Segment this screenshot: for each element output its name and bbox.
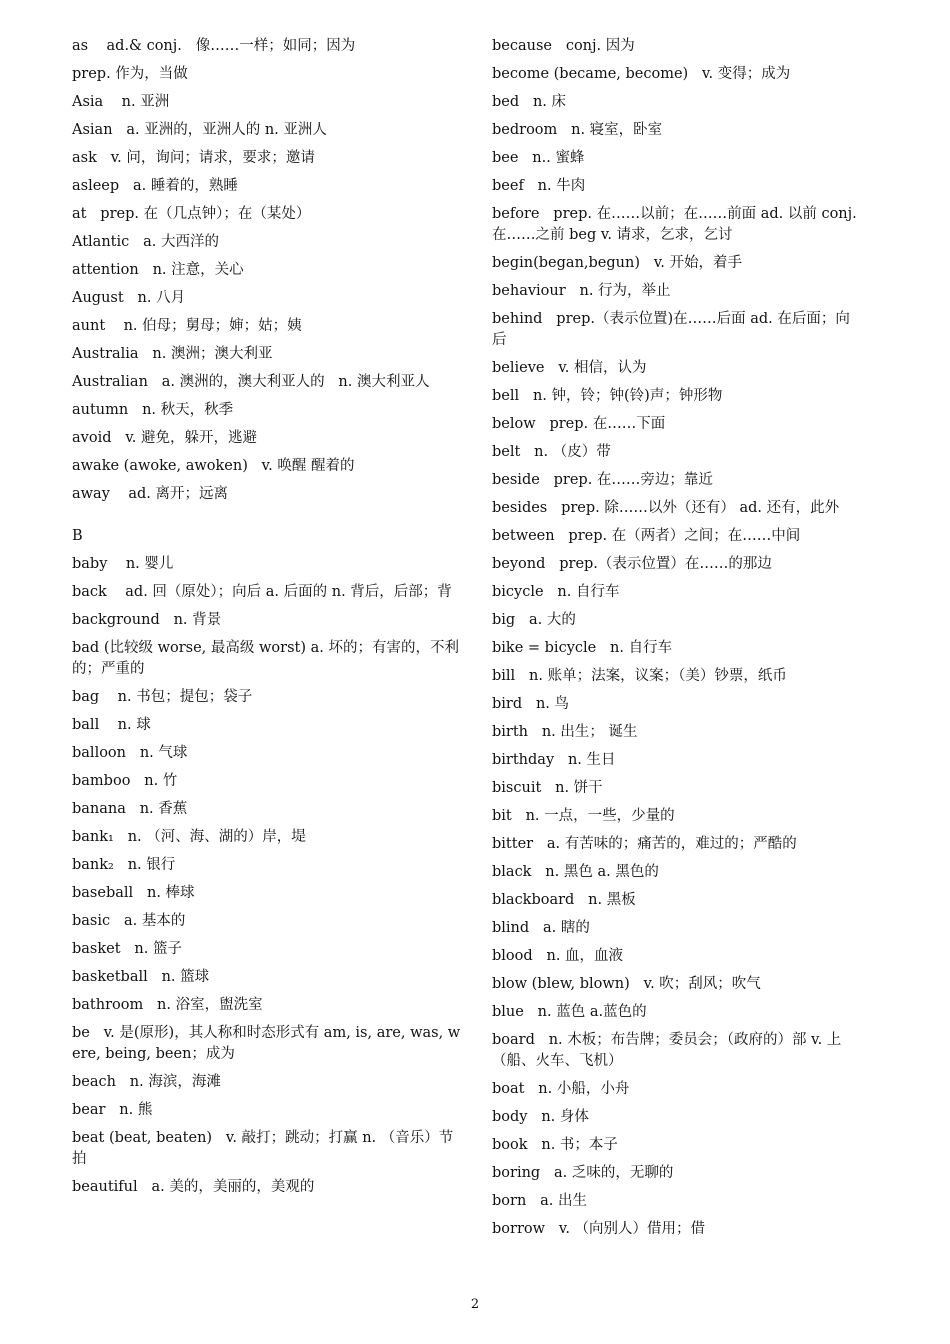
vocab-entry: background n. 背景	[72, 612, 222, 628]
vocab-entry: awake (awoke, awoken) v. 唤醒 醒着的	[72, 458, 355, 474]
vocab-entry: bank₁ n. （河、海、湖的）岸，堤	[72, 829, 306, 845]
vocab-entry: book n. 书；本子	[492, 1137, 618, 1153]
vocab-entry: beat (beat, beaten) v. 敲打；跳动；打赢 n. （音乐）节拍	[72, 1130, 454, 1167]
vocab-entry: blue n. 蓝色 a.蓝色的	[492, 1004, 647, 1020]
vocab-entry: body n. 身体	[492, 1109, 589, 1125]
vocab-entry: ask v. 问，询问；请求，要求；邀请	[72, 150, 315, 166]
vocab-entry: baby n. 婴儿	[72, 556, 174, 572]
vocab-entry: beyond prep.（表示位置）在……的那边	[492, 556, 772, 572]
vocab-entry: attention n. 注意，关心	[72, 262, 244, 278]
vocab-entry: begin(began,begun) v. 开始，着手	[492, 255, 743, 271]
vocab-entry: behind prep.（表示位置)在……后面 ad. 在后面；向后	[492, 311, 850, 348]
vocab-entry: big a. 大的	[492, 612, 576, 628]
vocab-entry: prep. 作为，当做	[72, 66, 188, 82]
vocab-entry: blow (blew, blown) v. 吹；刮风；吹气	[492, 976, 761, 992]
vocab-entry: blind a. 瞎的	[492, 920, 590, 936]
vocab-entry: boring a. 乏味的，无聊的	[492, 1165, 674, 1181]
vocab-entry: borrow v. （向别人）借用；借	[492, 1221, 706, 1237]
vocab-entry: bad (比较级 worse, 最高级 worst) a. 坏的；有害的，不利的；严重的	[72, 640, 459, 677]
vocab-entry: bill n. 账单；法案，议案；（美）钞票，纸币	[492, 668, 787, 684]
vocab-entry: bank₂ n. 银行	[72, 857, 176, 873]
vocab-entry: autumn n. 秋天，秋季	[72, 402, 234, 418]
vocab-entry: Atlantic a. 大西洋的	[72, 234, 219, 250]
vocab-entry: blood n. 血，血液	[492, 948, 624, 964]
vocab-entry: belt n. （皮）带	[492, 444, 611, 460]
vocab-entry: boat n. 小船，小舟	[492, 1081, 630, 1097]
vocab-entry: below prep. 在……下面	[492, 416, 666, 432]
vocab-entry: bird n. 鸟	[492, 696, 570, 712]
vocab-entry: believe v. 相信，认为	[492, 360, 647, 376]
vocab-entry: baseball n. 棒球	[72, 885, 195, 901]
vocab-entry: bike = bicycle n. 自行车	[492, 640, 673, 656]
vocab-entry: Asian a. 亚洲的，亚洲人的 n. 亚洲人	[72, 122, 327, 138]
vocab-entry: beside prep. 在……旁边；靠近	[492, 472, 713, 488]
vocab-entry: back ad. 回（原处）；向后 a. 后面的 n. 背后，后部；背	[72, 584, 452, 600]
page-number: 2	[470, 1297, 480, 1312]
vocab-entry: birthday n. 生日	[492, 752, 616, 768]
vocab-entry: bicycle n. 自行车	[492, 584, 620, 600]
vocab-entry: basket n. 篮子	[72, 941, 182, 957]
vocab-entry: be v. 是(原形)，其人称和时态形式有 am, is, are, was, were, being, been；成为	[72, 1025, 461, 1062]
vocab-entry: ball n. 球	[72, 717, 151, 733]
right-column	[492, 36, 864, 1247]
vocab-entry: bitter a. 有苦味的；痛苦的，难过的；严酷的	[492, 836, 797, 852]
vocab-entry: aunt n. 伯母；舅母；婶；姑；姨	[72, 318, 302, 334]
vocab-entry: behaviour n. 行为，举止	[492, 283, 671, 299]
vocab-entry: born a. 出生	[492, 1193, 587, 1209]
left-column	[72, 36, 464, 1205]
vocab-entry: bit n. 一点，一些，少量的	[492, 808, 675, 824]
section-letter-heading: B	[72, 528, 83, 544]
vocab-entry: because conj. 因为	[492, 38, 635, 54]
vocab-entry: black n. 黑色 a. 黑色的	[492, 864, 659, 880]
vocab-entry: become (became, become) v. 变得；成为	[492, 66, 791, 82]
vocab-entry: avoid v. 避免，躲开，逃避	[72, 430, 258, 446]
vocab-entry: besides prep. 除……以外（还有） ad. 还有，此外	[492, 500, 840, 516]
vocab-entry: bear n. 熊	[72, 1102, 153, 1118]
vocab-entry: bed n. 床	[492, 94, 567, 110]
vocab-entry: bathroom n. 浴室，盥洗室	[72, 997, 263, 1013]
vocab-entry: bee n.. 蜜蜂	[492, 150, 585, 166]
vocab-entry: banana n. 香蕉	[72, 801, 188, 817]
vocab-entry: beautiful a. 美的，美丽的，美观的	[72, 1179, 315, 1195]
vocab-entry: Australia n. 澳洲；澳大利亚	[72, 346, 273, 362]
vocab-entry: Australian a. 澳洲的，澳大利亚人的 n. 澳大利亚人	[72, 374, 430, 390]
vocab-entry: blackboard n. 黑板	[492, 892, 636, 908]
vocab-entry: bamboo n. 竹	[72, 773, 178, 789]
vocab-entry: away ad. 离开；远离	[72, 486, 228, 502]
vocab-entry: as ad.& conj. 像……一样；如同；因为	[72, 38, 356, 54]
vocab-entry: before prep. 在……以前；在……前面 ad. 以前 conj. 在……之前 beg v. 请求，乞求，乞讨	[492, 206, 862, 243]
vocab-entry: bedroom n. 寝室，卧室	[492, 122, 663, 138]
vocab-entry: beef n. 牛肉	[492, 178, 586, 194]
vocab-entry: beach n. 海滨，海滩	[72, 1074, 221, 1090]
vocab-entry: balloon n. 气球	[72, 745, 188, 761]
vocab-entry: basic a. 基本的	[72, 913, 186, 929]
vocab-entry: basketball n. 篮球	[72, 969, 210, 985]
vocab-entry: between prep. 在（两者）之间；在……中间	[492, 528, 801, 544]
vocab-entry: biscuit n. 饼干	[492, 780, 603, 796]
vocab-entry: Asia n. 亚洲	[72, 94, 170, 110]
vocab-entry: board n. 木板；布告牌；委员会；（政府的）部 v. 上（船、火车、飞机）	[492, 1032, 842, 1069]
vocab-entry: asleep a. 睡着的，熟睡	[72, 178, 238, 194]
vocab-entry: bell n. 钟，铃；钟(铃)声；钟形物	[492, 388, 723, 404]
vocab-entry: birth n. 出生； 诞生	[492, 724, 638, 740]
vocab-entry: bag n. 书包；提包；袋子	[72, 689, 253, 705]
vocab-entry: at prep. 在（几点钟）；在（某处）	[72, 206, 311, 222]
vocab-entry: August n. 八月	[72, 290, 186, 306]
